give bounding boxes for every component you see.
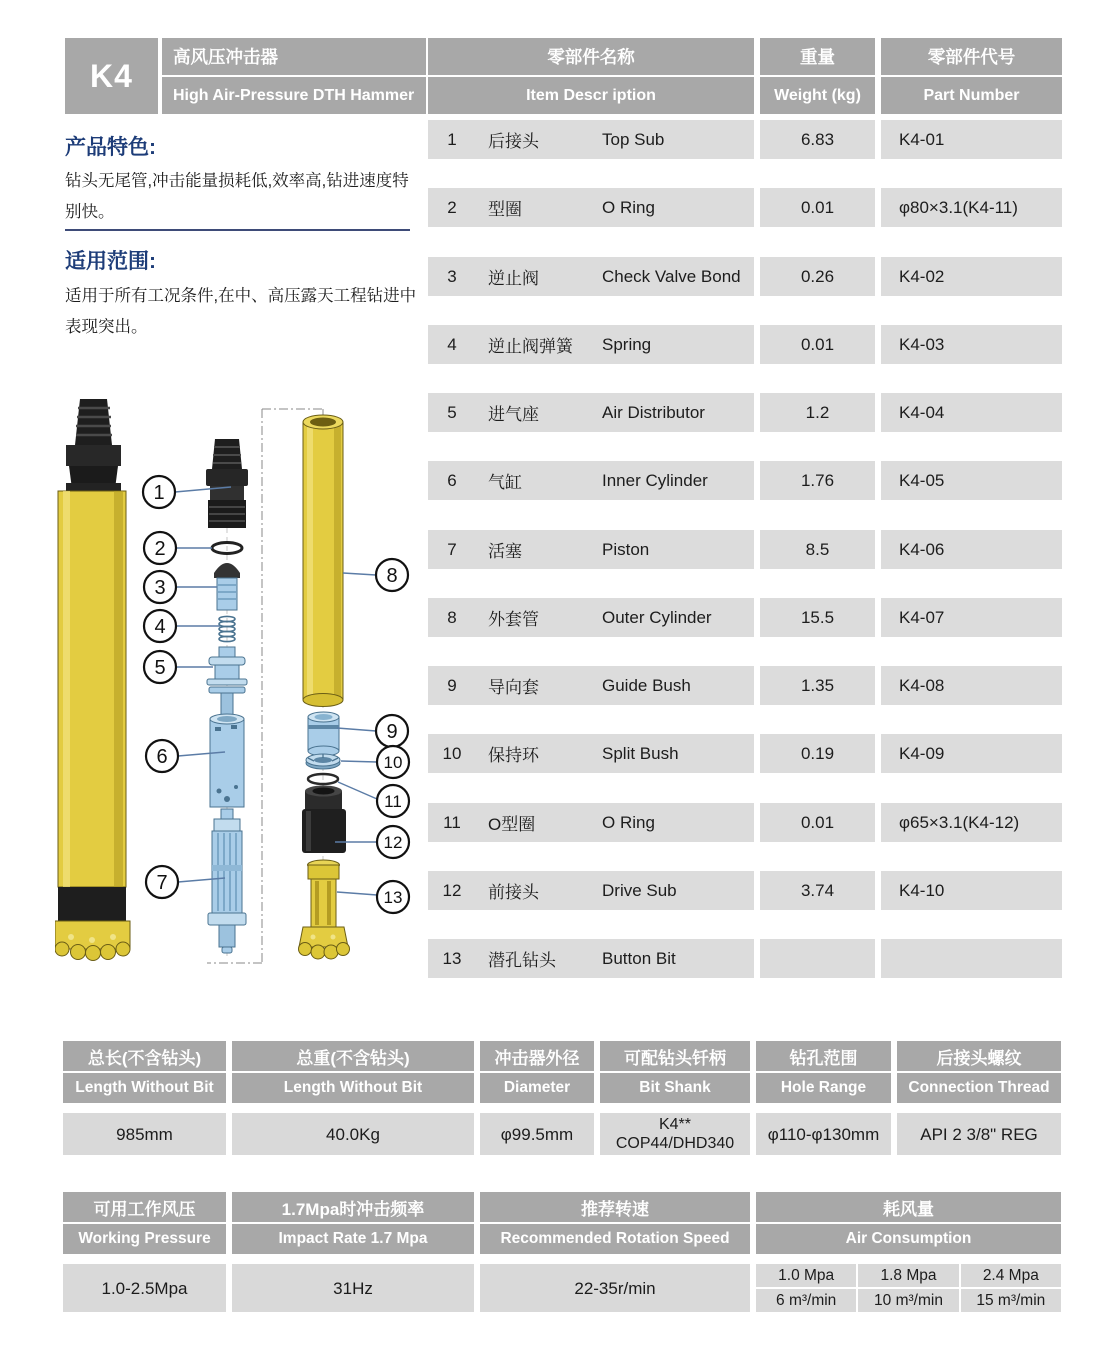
part-index: 2 <box>447 197 457 217</box>
part-index: 11 <box>443 812 461 832</box>
col-header-part-en: Part Number <box>881 77 1062 114</box>
svg-text:13: 13 <box>383 888 403 907</box>
part-code: K4-05 <box>881 461 1062 500</box>
spec1-col4-value: φ110-φ130mm <box>756 1113 891 1155</box>
svg-text:8: 8 <box>386 565 398 587</box>
part-index: 4 <box>447 334 457 354</box>
callout-1 <box>143 476 175 508</box>
svg-text:9: 9 <box>386 721 398 743</box>
features-title: 产品特色: <box>65 136 156 159</box>
part-weight <box>760 939 875 978</box>
col-header-item-zh: 零部件名称 <box>428 38 754 75</box>
part-weight: 0.01 <box>760 803 875 842</box>
air-flow-1: 6 m³/min <box>756 1289 856 1312</box>
spec1-col3-value <box>600 1113 750 1155</box>
inner-cylinder-part <box>210 714 244 807</box>
part-name-zh: 保持环 <box>488 746 539 765</box>
spec1-col5-zh: 后接头螺纹 <box>897 1041 1061 1071</box>
spec1-col2-zh: 冲击器外径 <box>480 1041 594 1071</box>
spec1-col1-value: 40.0Kg <box>232 1113 474 1155</box>
spec1-col2-en: Diameter <box>480 1073 594 1103</box>
part-index: 9 <box>447 675 457 695</box>
part-weight: 1.76 <box>760 461 875 500</box>
part-weight: 0.26 <box>760 257 875 296</box>
part-code: K4-02 <box>881 257 1062 296</box>
part-index: 8 <box>447 607 457 627</box>
part-name-zh: O型圈 <box>488 815 536 834</box>
part-index: 10 <box>442 743 462 763</box>
bit-shank-line1: K4** <box>658 1116 692 1133</box>
spec2-col1-en: Impact Rate 1.7 Mpa <box>232 1224 474 1254</box>
spec2-col3-zh: 耗风量 <box>756 1192 1061 1222</box>
features-body: 钻头无尾管,冲击能量损耗低,效率高,钻进速度特别快。 <box>65 172 409 221</box>
part-weight: 1.2 <box>760 393 875 432</box>
table-row <box>0 120 1100 159</box>
part-name-en: Button Bit <box>602 948 676 968</box>
hammer-assembled <box>55 399 130 961</box>
spec1-col2-value: φ99.5mm <box>480 1113 594 1155</box>
callout-2 <box>144 532 176 564</box>
svg-text:3: 3 <box>154 577 166 599</box>
part-name-zh: 活塞 <box>488 542 522 561</box>
svg-text:11: 11 <box>384 792 402 811</box>
scope-title: 适用范围: <box>65 250 156 273</box>
check-valve-part <box>214 563 240 610</box>
callout-lines <box>175 487 377 895</box>
part-name-en: Drive Sub <box>602 880 677 900</box>
piston-part <box>208 809 246 953</box>
spec2-col2-en: Recommended Rotation Speed <box>480 1224 750 1254</box>
svg-text:1: 1 <box>153 482 165 504</box>
spec1-col5-value: API 2 3/8" REG <box>897 1113 1061 1155</box>
spec1-col0-zh: 总长(不含钻头) <box>63 1041 226 1071</box>
svg-text:5: 5 <box>154 657 166 679</box>
spec1-col1-en: Length Without Bit <box>232 1073 474 1103</box>
spec2-col2-value: 22-35r/min <box>480 1264 750 1312</box>
col-header-weight-zh: 重量 <box>760 38 875 75</box>
callout-4 <box>144 610 176 642</box>
drive-sub-part <box>302 786 346 854</box>
part-name-zh: 前接头 <box>488 883 539 902</box>
part-name-en: Check Valve Bond <box>602 266 741 286</box>
part-weight: 0.01 <box>760 188 875 227</box>
part-name-en: Top Sub <box>602 129 665 149</box>
svg-text:10: 10 <box>383 753 403 772</box>
callout-8 <box>376 559 408 591</box>
part-code: K4-01 <box>881 120 1062 159</box>
part-name-zh: 气缸 <box>488 473 522 492</box>
part-weight: 0.19 <box>760 734 875 773</box>
part-name-en: Outer Cylinder <box>602 607 712 627</box>
svg-text:12: 12 <box>383 833 403 852</box>
table-row <box>0 325 1100 364</box>
spec1-col3-zh: 可配钻头钎柄 <box>600 1041 750 1071</box>
part-code: φ65×3.1(K4-12) <box>881 803 1062 842</box>
part-code: K4-04 <box>881 393 1062 432</box>
part-name-zh: 型圈 <box>488 200 522 219</box>
bit-shank-line2: COP44/DHD340 <box>615 1135 735 1152</box>
part-index: 3 <box>447 266 457 286</box>
spec1-col4-en: Hole Range <box>756 1073 891 1103</box>
callout-13 <box>377 881 409 913</box>
part-name-zh: 潜孔钻头 <box>488 951 556 970</box>
air-distributor-part <box>207 647 247 715</box>
part-code: K4-08 <box>881 666 1062 705</box>
part-name-zh: 逆止阀 <box>488 269 539 288</box>
table-row <box>0 257 1100 296</box>
part-weight: 1.35 <box>760 666 875 705</box>
guide-bush-part <box>308 712 339 756</box>
part-name-en: Guide Bush <box>602 675 691 695</box>
product-title-en: High Air-Pressure DTH Hammer <box>162 77 426 114</box>
part-code: K4-10 <box>881 871 1062 910</box>
svg-text:2: 2 <box>154 538 166 560</box>
part-name-en: Inner Cylinder <box>602 470 708 490</box>
model-badge: K4 <box>65 38 158 114</box>
spec2-col3-en: Air Consumption <box>756 1224 1061 1254</box>
part-weight: 6.83 <box>760 120 875 159</box>
part-name-en: Air Distributor <box>602 402 705 422</box>
part-name-zh: 逆止阀弹簧 <box>488 337 573 356</box>
callout-10 <box>377 746 409 778</box>
part-weight: 0.01 <box>760 325 875 364</box>
svg-text:6: 6 <box>156 746 168 768</box>
part-code: K4-07 <box>881 598 1062 637</box>
callout-6 <box>146 740 178 772</box>
part-name-zh: 导向套 <box>488 678 539 697</box>
table-row <box>0 188 1100 227</box>
part-code: φ80×3.1(K4-11) <box>881 188 1062 227</box>
spec2-col1-value: 31Hz <box>232 1264 474 1312</box>
air-pressure-3: 2.4 Mpa <box>961 1264 1061 1287</box>
part-index: 1 <box>447 129 457 149</box>
part-index: 13 <box>442 948 462 968</box>
air-consumption-grid <box>756 1264 1061 1312</box>
spec1-col4-zh: 钻孔范围 <box>756 1041 891 1071</box>
spec2-col2-zh: 推荐转速 <box>480 1192 750 1222</box>
spec1-col5-en: Connection Thread <box>897 1073 1061 1103</box>
air-flow-2: 10 m³/min <box>858 1289 958 1312</box>
air-pressure-1: 1.0 Mpa <box>756 1264 856 1287</box>
part-index: 5 <box>447 402 457 422</box>
callout-7 <box>146 866 178 898</box>
spec2-col0-en: Working Pressure <box>63 1224 226 1254</box>
product-title-zh: 高风压冲击器 <box>162 38 426 75</box>
section-divider <box>65 229 410 231</box>
part-name-en: Piston <box>602 539 650 559</box>
spec2-col0-zh: 可用工作风压 <box>63 1192 226 1222</box>
split-bush-part <box>306 754 340 769</box>
spec1-col0-en: Length Without Bit <box>63 1073 226 1103</box>
spec1-col1-zh: 总重(不含钻头) <box>232 1041 474 1071</box>
top-sub-part <box>206 439 248 528</box>
spec2-col0-value: 1.0-2.5Mpa <box>63 1264 226 1312</box>
air-flow-3: 15 m³/min <box>961 1289 1061 1312</box>
part-weight: 15.5 <box>760 598 875 637</box>
part-name-en: Split Bush <box>602 743 679 763</box>
svg-text:4: 4 <box>154 616 166 638</box>
part-index: 12 <box>442 880 462 900</box>
svg-text:7: 7 <box>156 872 168 894</box>
part-name-en: Spring <box>602 334 652 354</box>
spec1-col0-value: 985mm <box>63 1113 226 1155</box>
col-header-item-en: Item Descr iption <box>428 77 754 114</box>
spec1-col3-en: Bit Shank <box>600 1073 750 1103</box>
scope-body: 适用于所有工况条件,在中、高压露天工程钻进中表现突出。 <box>65 287 417 336</box>
part-code: K4-06 <box>881 530 1062 569</box>
callouts <box>143 476 409 913</box>
callout-9 <box>376 715 408 747</box>
button-bit-part <box>299 860 350 959</box>
col-header-part-zh: 零部件代号 <box>881 38 1062 75</box>
callout-5 <box>144 651 176 683</box>
callout-12 <box>377 826 409 858</box>
part-code: K4-09 <box>881 734 1062 773</box>
callout-11 <box>377 785 409 817</box>
col-header-weight-en: Weight (kg) <box>760 77 875 114</box>
part-name-en: O Ring <box>602 197 655 217</box>
part-index: 6 <box>447 470 457 490</box>
part-name-zh: 外套管 <box>488 610 539 629</box>
part-code <box>881 939 1062 978</box>
spec2-col1-zh: 1.7Mpa时冲击频率 <box>232 1192 474 1222</box>
exploded-view-diagram <box>55 395 425 995</box>
part-name-zh: 进气座 <box>488 405 539 424</box>
part-weight: 8.5 <box>760 530 875 569</box>
part-name-zh: 后接头 <box>488 132 539 151</box>
air-pressure-2: 1.8 Mpa <box>858 1264 958 1287</box>
part-name-en: O Ring <box>602 812 655 832</box>
part-weight: 3.74 <box>760 871 875 910</box>
callout-3 <box>144 571 176 603</box>
part-code: K4-03 <box>881 325 1062 364</box>
part-index: 7 <box>447 539 457 559</box>
outer-cylinder-part <box>303 415 343 707</box>
